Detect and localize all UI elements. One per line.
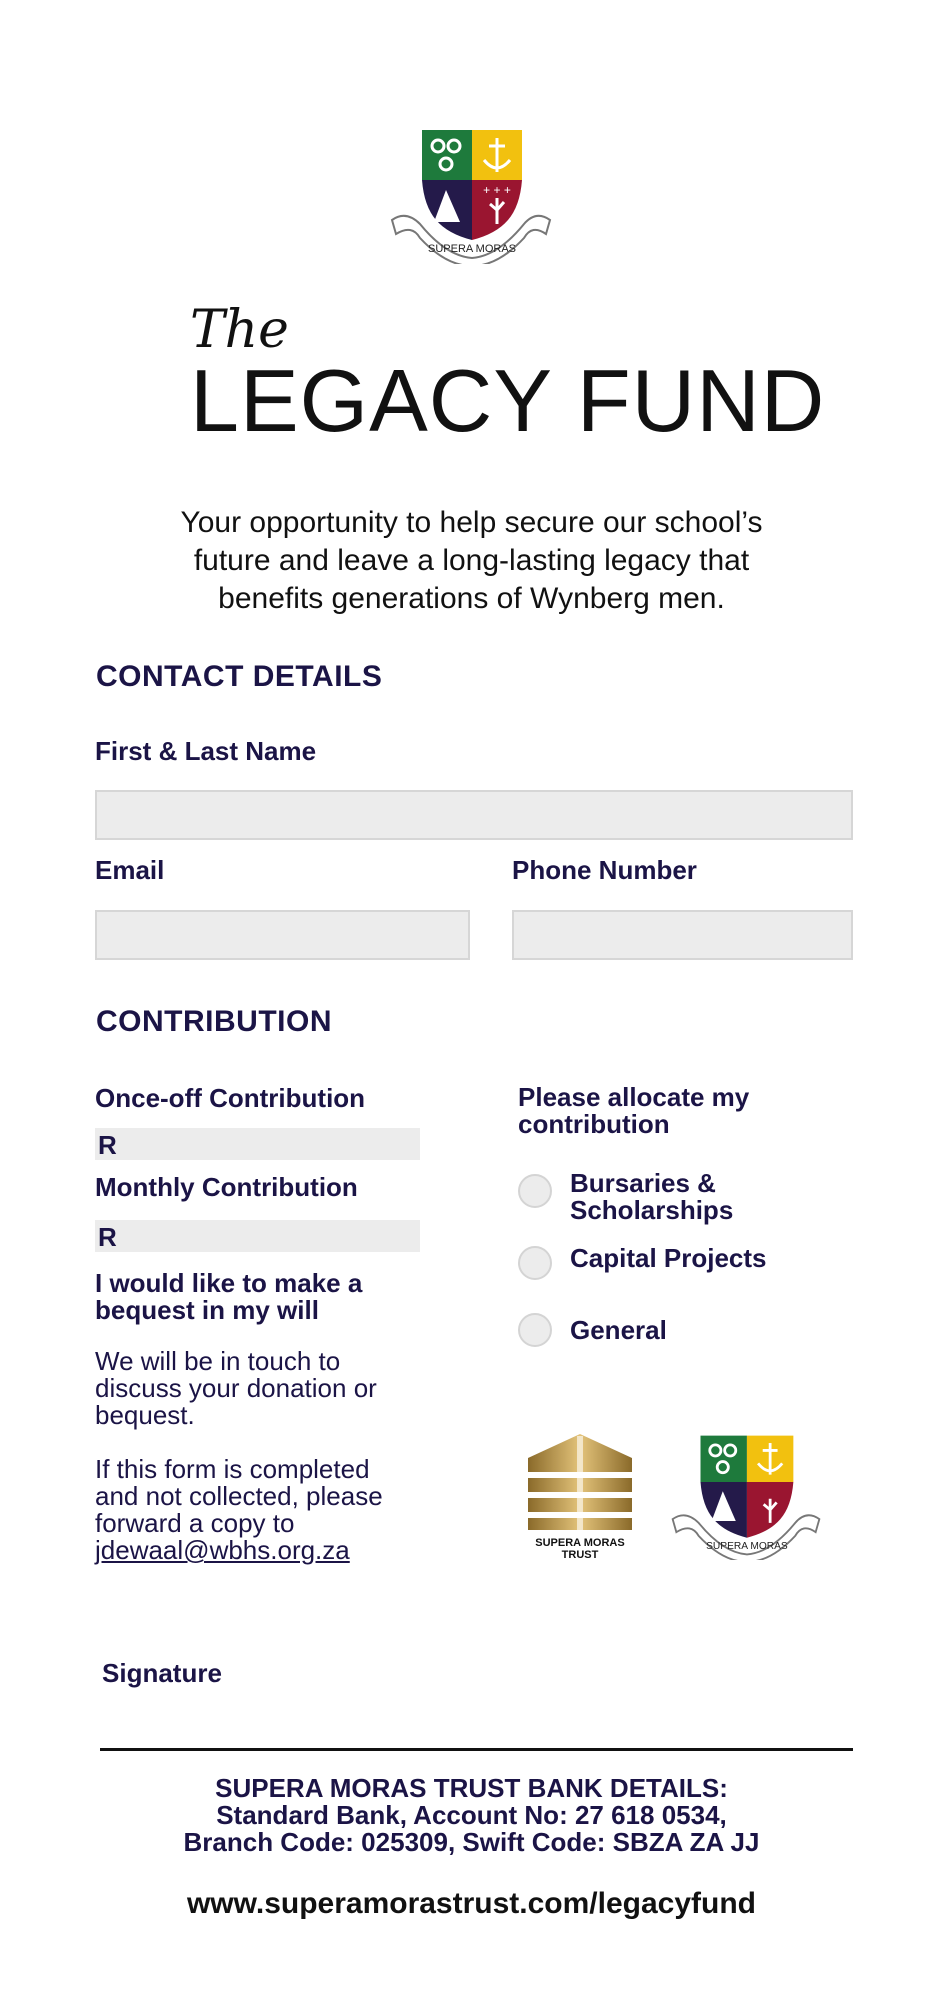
signature-line[interactable] <box>100 1748 853 1751</box>
contact-details-heading: CONTACT DETAILS <box>96 660 383 693</box>
email-label: Email <box>95 855 165 885</box>
contact-note: We will be in touch to discuss your donation or bequest. <box>95 1346 377 1430</box>
radio-general[interactable] <box>518 1313 552 1347</box>
name-input[interactable] <box>95 790 853 840</box>
page-title: LEGACY FUND <box>190 351 826 450</box>
allocate-heading: Please allocate my contribution <box>518 1082 750 1139</box>
bequest-label: I would like to make a bequest in my will <box>95 1268 363 1325</box>
monthly-label: Monthly Contribution <box>95 1172 358 1202</box>
phone-label: Phone Number <box>512 855 697 885</box>
monthly-currency: R <box>98 1222 117 1252</box>
school-crest-top <box>386 124 556 264</box>
bank-details: SUPERA MORAS TRUST BANK DETAILS: Standard Bank, Account No: 27 618 0534, Branch Code: 025309, Swift Code: SBZA ZA JJ <box>183 1773 760 1857</box>
radio-capital-projects[interactable] <box>518 1246 552 1280</box>
website-link[interactable]: www.superamorastrust.com/legacyfund <box>186 1887 757 1920</box>
option-capital-projects-label: Capital Projects <box>570 1243 767 1273</box>
forward-note: If this form is completed and not collected, please forward a copy to jdewaal@wbhs.org.za <box>95 1454 383 1565</box>
option-general-label: General <box>570 1315 667 1345</box>
trust-logo <box>520 1432 640 1562</box>
trust-logo-text: SUPERA MORAS TRUST <box>535 1537 625 1561</box>
monthly-input[interactable] <box>95 1220 420 1252</box>
crest-motto: SUPERA MORAS <box>427 243 517 255</box>
school-crest-small <box>666 1430 826 1560</box>
once-off-label: Once-off Contribution <box>95 1083 366 1113</box>
once-off-currency: R <box>98 1130 117 1160</box>
option-bursaries-label: Bursaries & Scholarships <box>570 1168 734 1225</box>
intro-text: Your opportunity to help secure our school’s future and leave a long-lasting legacy that benefits generations of Wynberg men. <box>180 506 763 615</box>
radio-bursaries[interactable] <box>518 1174 552 1208</box>
email-input[interactable] <box>95 910 470 960</box>
once-off-input[interactable] <box>95 1128 420 1160</box>
signature-label: Signature <box>102 1658 222 1688</box>
contribution-heading: CONTRIBUTION <box>96 1005 332 1038</box>
name-label: First & Last Name <box>95 736 317 766</box>
title-script: The <box>190 300 289 360</box>
email-link[interactable]: jdewaal@wbhs.org.za <box>95 1535 350 1565</box>
phone-input[interactable] <box>512 910 853 960</box>
crest-motto-small: SUPERA MORAS <box>706 1540 788 1552</box>
svg-text:+ + +: + + + <box>483 183 511 197</box>
